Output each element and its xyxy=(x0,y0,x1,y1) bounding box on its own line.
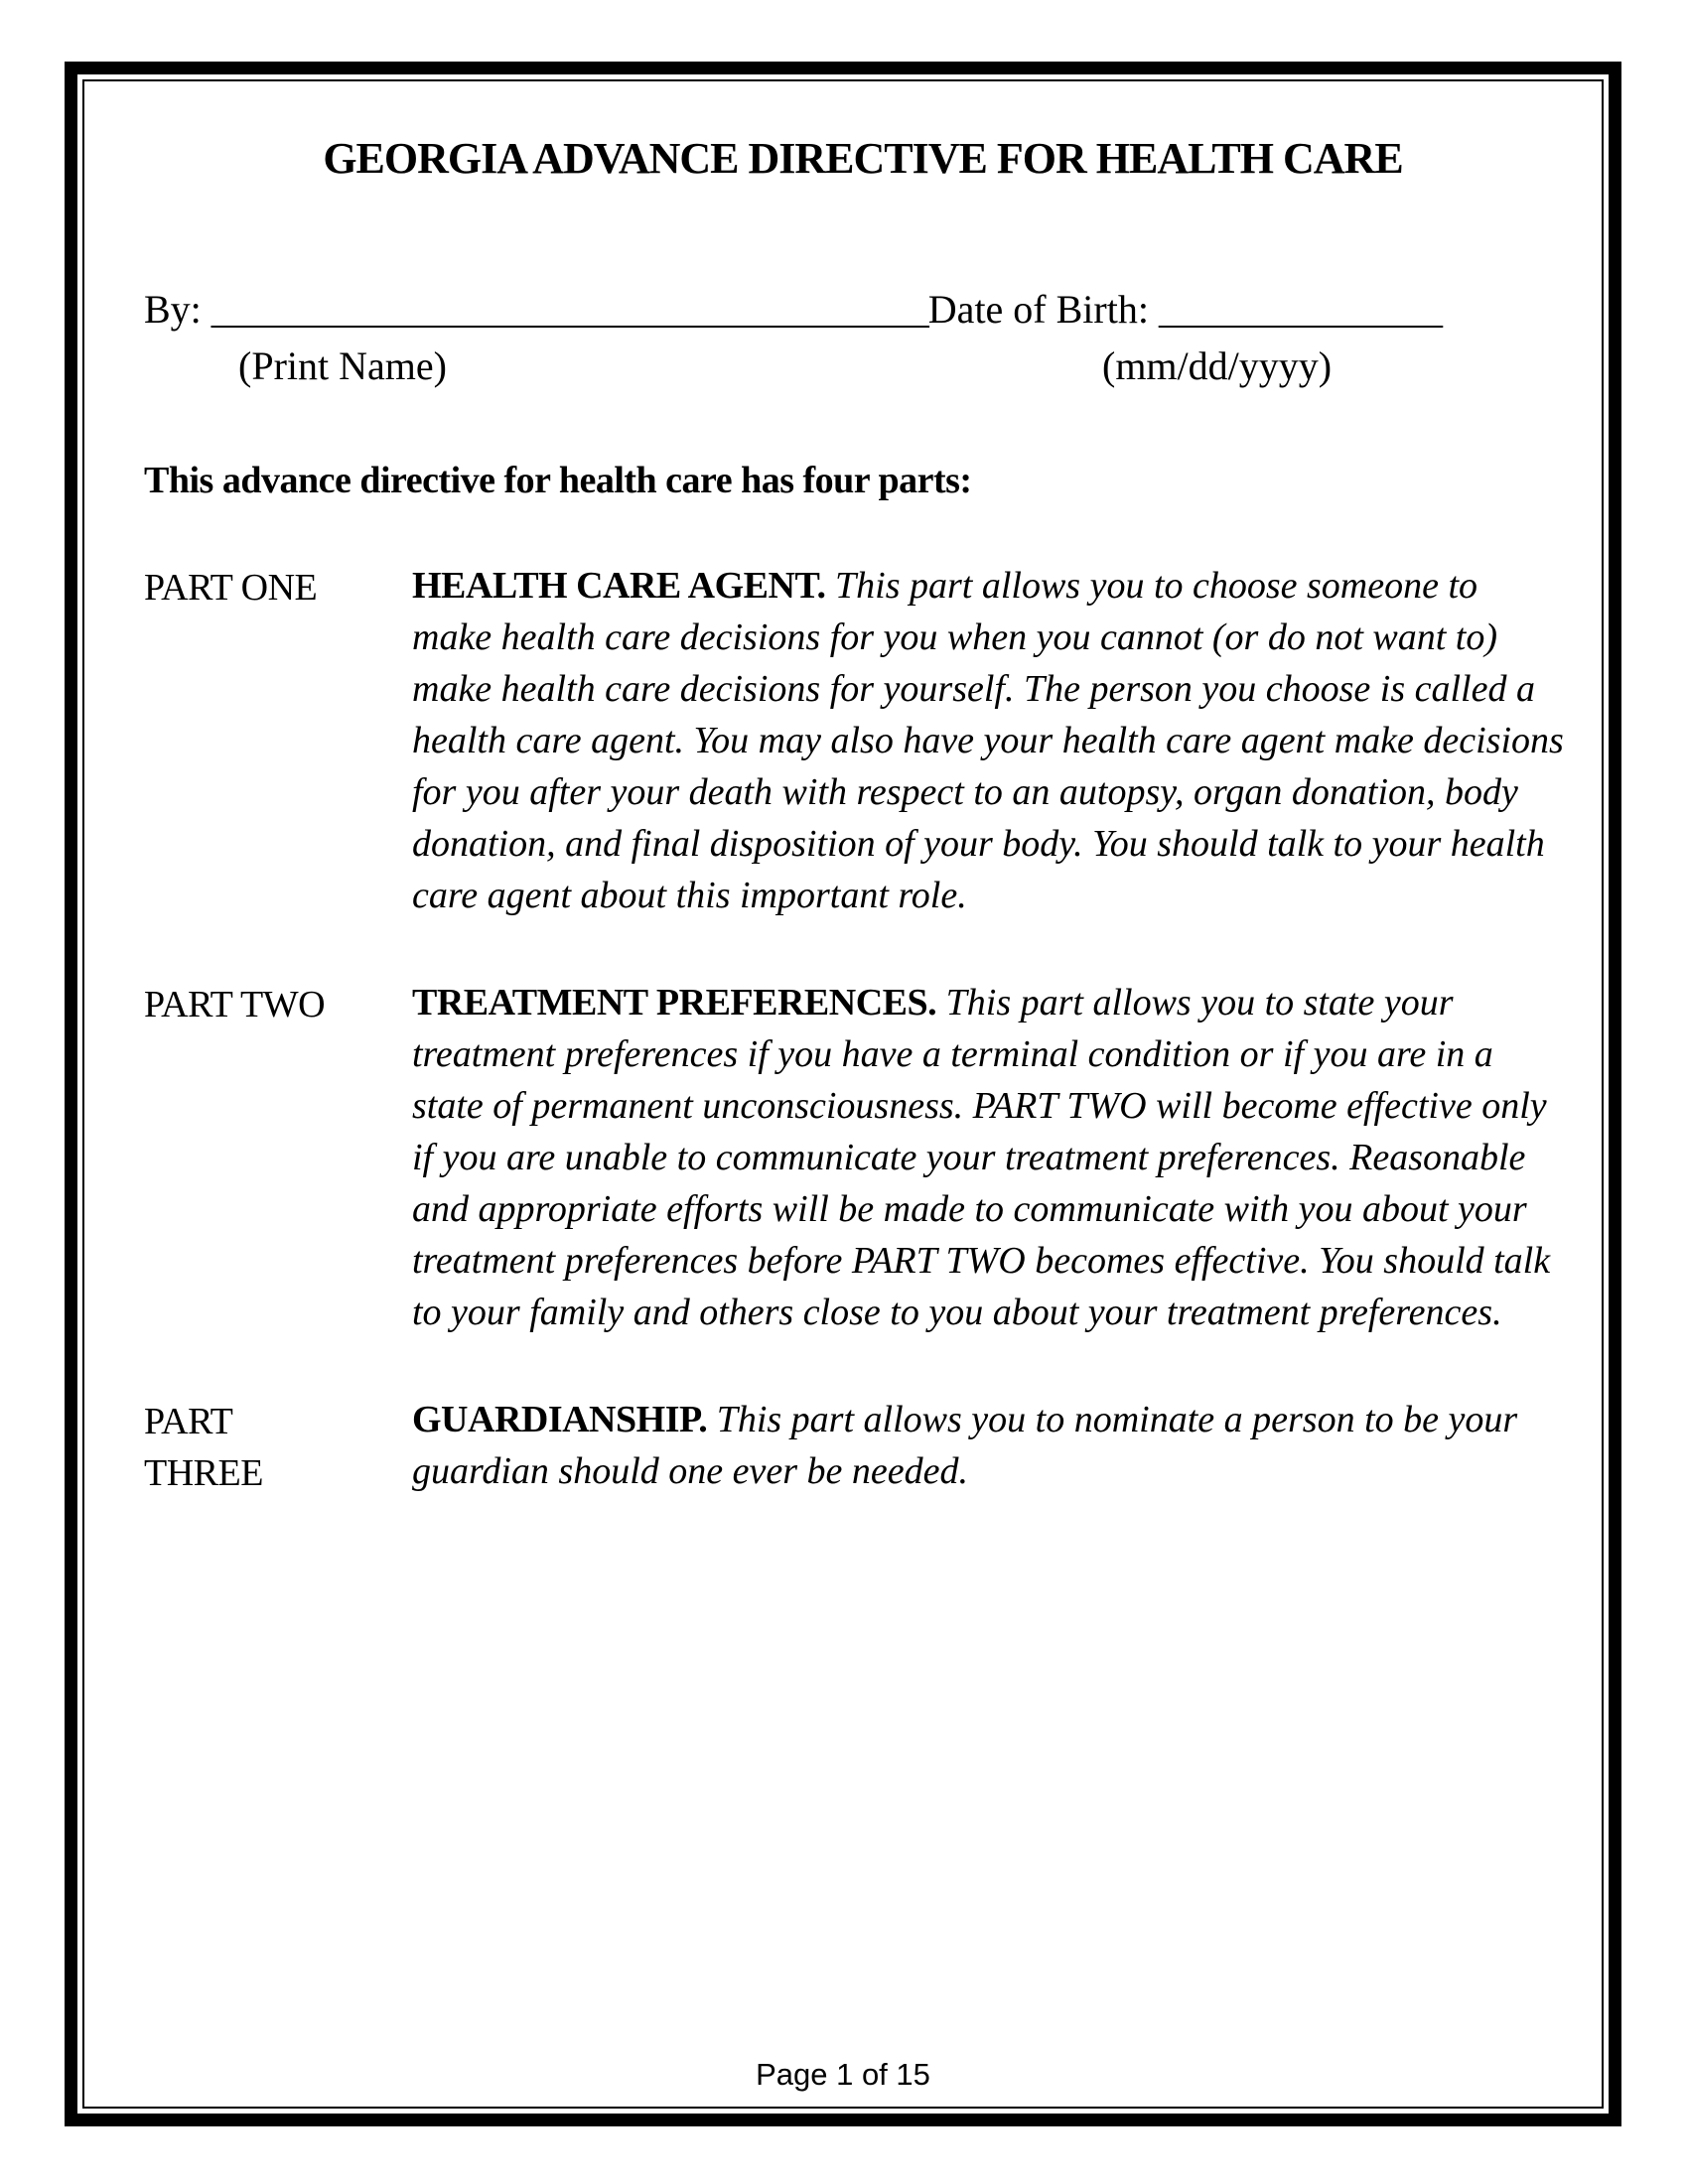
page-number: Page 1 of 15 xyxy=(756,2057,930,2092)
byline-row xyxy=(144,284,1582,336)
print-name-hint: (Print Name) xyxy=(238,343,447,388)
part-three-text xyxy=(412,1394,1564,1499)
name-blank-line: ______________________________________ xyxy=(211,287,928,332)
by-label: By: xyxy=(144,287,211,332)
part-one-label: PART ONE xyxy=(144,567,318,609)
part-two-description: This part allows you to state your treatment preferences if you have a terminal condition or if you are in a state of permanent unconsciousness. PART TWO will become effective only if you are unable to communicate your treatment preferences. Reasonable and appropriate efforts will be made to communicate with you about your treatment preferences before PART TWO becomes effective. You should talk to your family and others close to you about your treatment preferences. xyxy=(412,982,1551,1333)
intro-heading: This advance directive for health care has four parts: xyxy=(144,460,972,501)
date-of-birth-label: Date of Birth: xyxy=(927,287,1159,332)
part-two-text xyxy=(412,977,1564,1338)
part-two-label: PART TWO xyxy=(144,984,326,1025)
part-one-description: This part allows you to choose someone to make health care decisions for you when you cannot (or do not want to) make health care decisions for yourself. The person you choose is called a health care agent. You may also have your health care agent make decisions for you after your death with respect to an autopsy, organ donation, body donation, and final disposition of your body. You should talk to your health care agent about this important role. xyxy=(412,565,1564,916)
page-inner-border xyxy=(82,79,1604,2109)
byline-hints xyxy=(144,341,1582,393)
part-one-row xyxy=(144,560,1582,921)
document-title: GEORGIA ADVANCE DIRECTIVE FOR HEALTH CARE xyxy=(323,134,1403,183)
page-border xyxy=(65,62,1621,2126)
part-three-label: PART THREE xyxy=(144,1401,263,1494)
page-content xyxy=(84,81,1602,2107)
part-one-term: HEALTH CARE AGENT. xyxy=(412,565,826,607)
part-three-row xyxy=(144,1394,1582,1499)
part-three-description: This part allows you to nominate a person to be your guardian should one ever be needed. xyxy=(412,1399,1518,1492)
part-two-term: TREATMENT PREFERENCES. xyxy=(412,982,937,1024)
parts-list xyxy=(144,560,1582,1499)
date-of-birth-blank-line: _______________ xyxy=(1158,287,1442,332)
part-two-row xyxy=(144,977,1582,1338)
part-three-term: GUARDIANSHIP. xyxy=(412,1399,708,1440)
dob-format-hint: (mm/dd/yyyy) xyxy=(1102,343,1333,388)
part-one-text xyxy=(412,560,1564,921)
